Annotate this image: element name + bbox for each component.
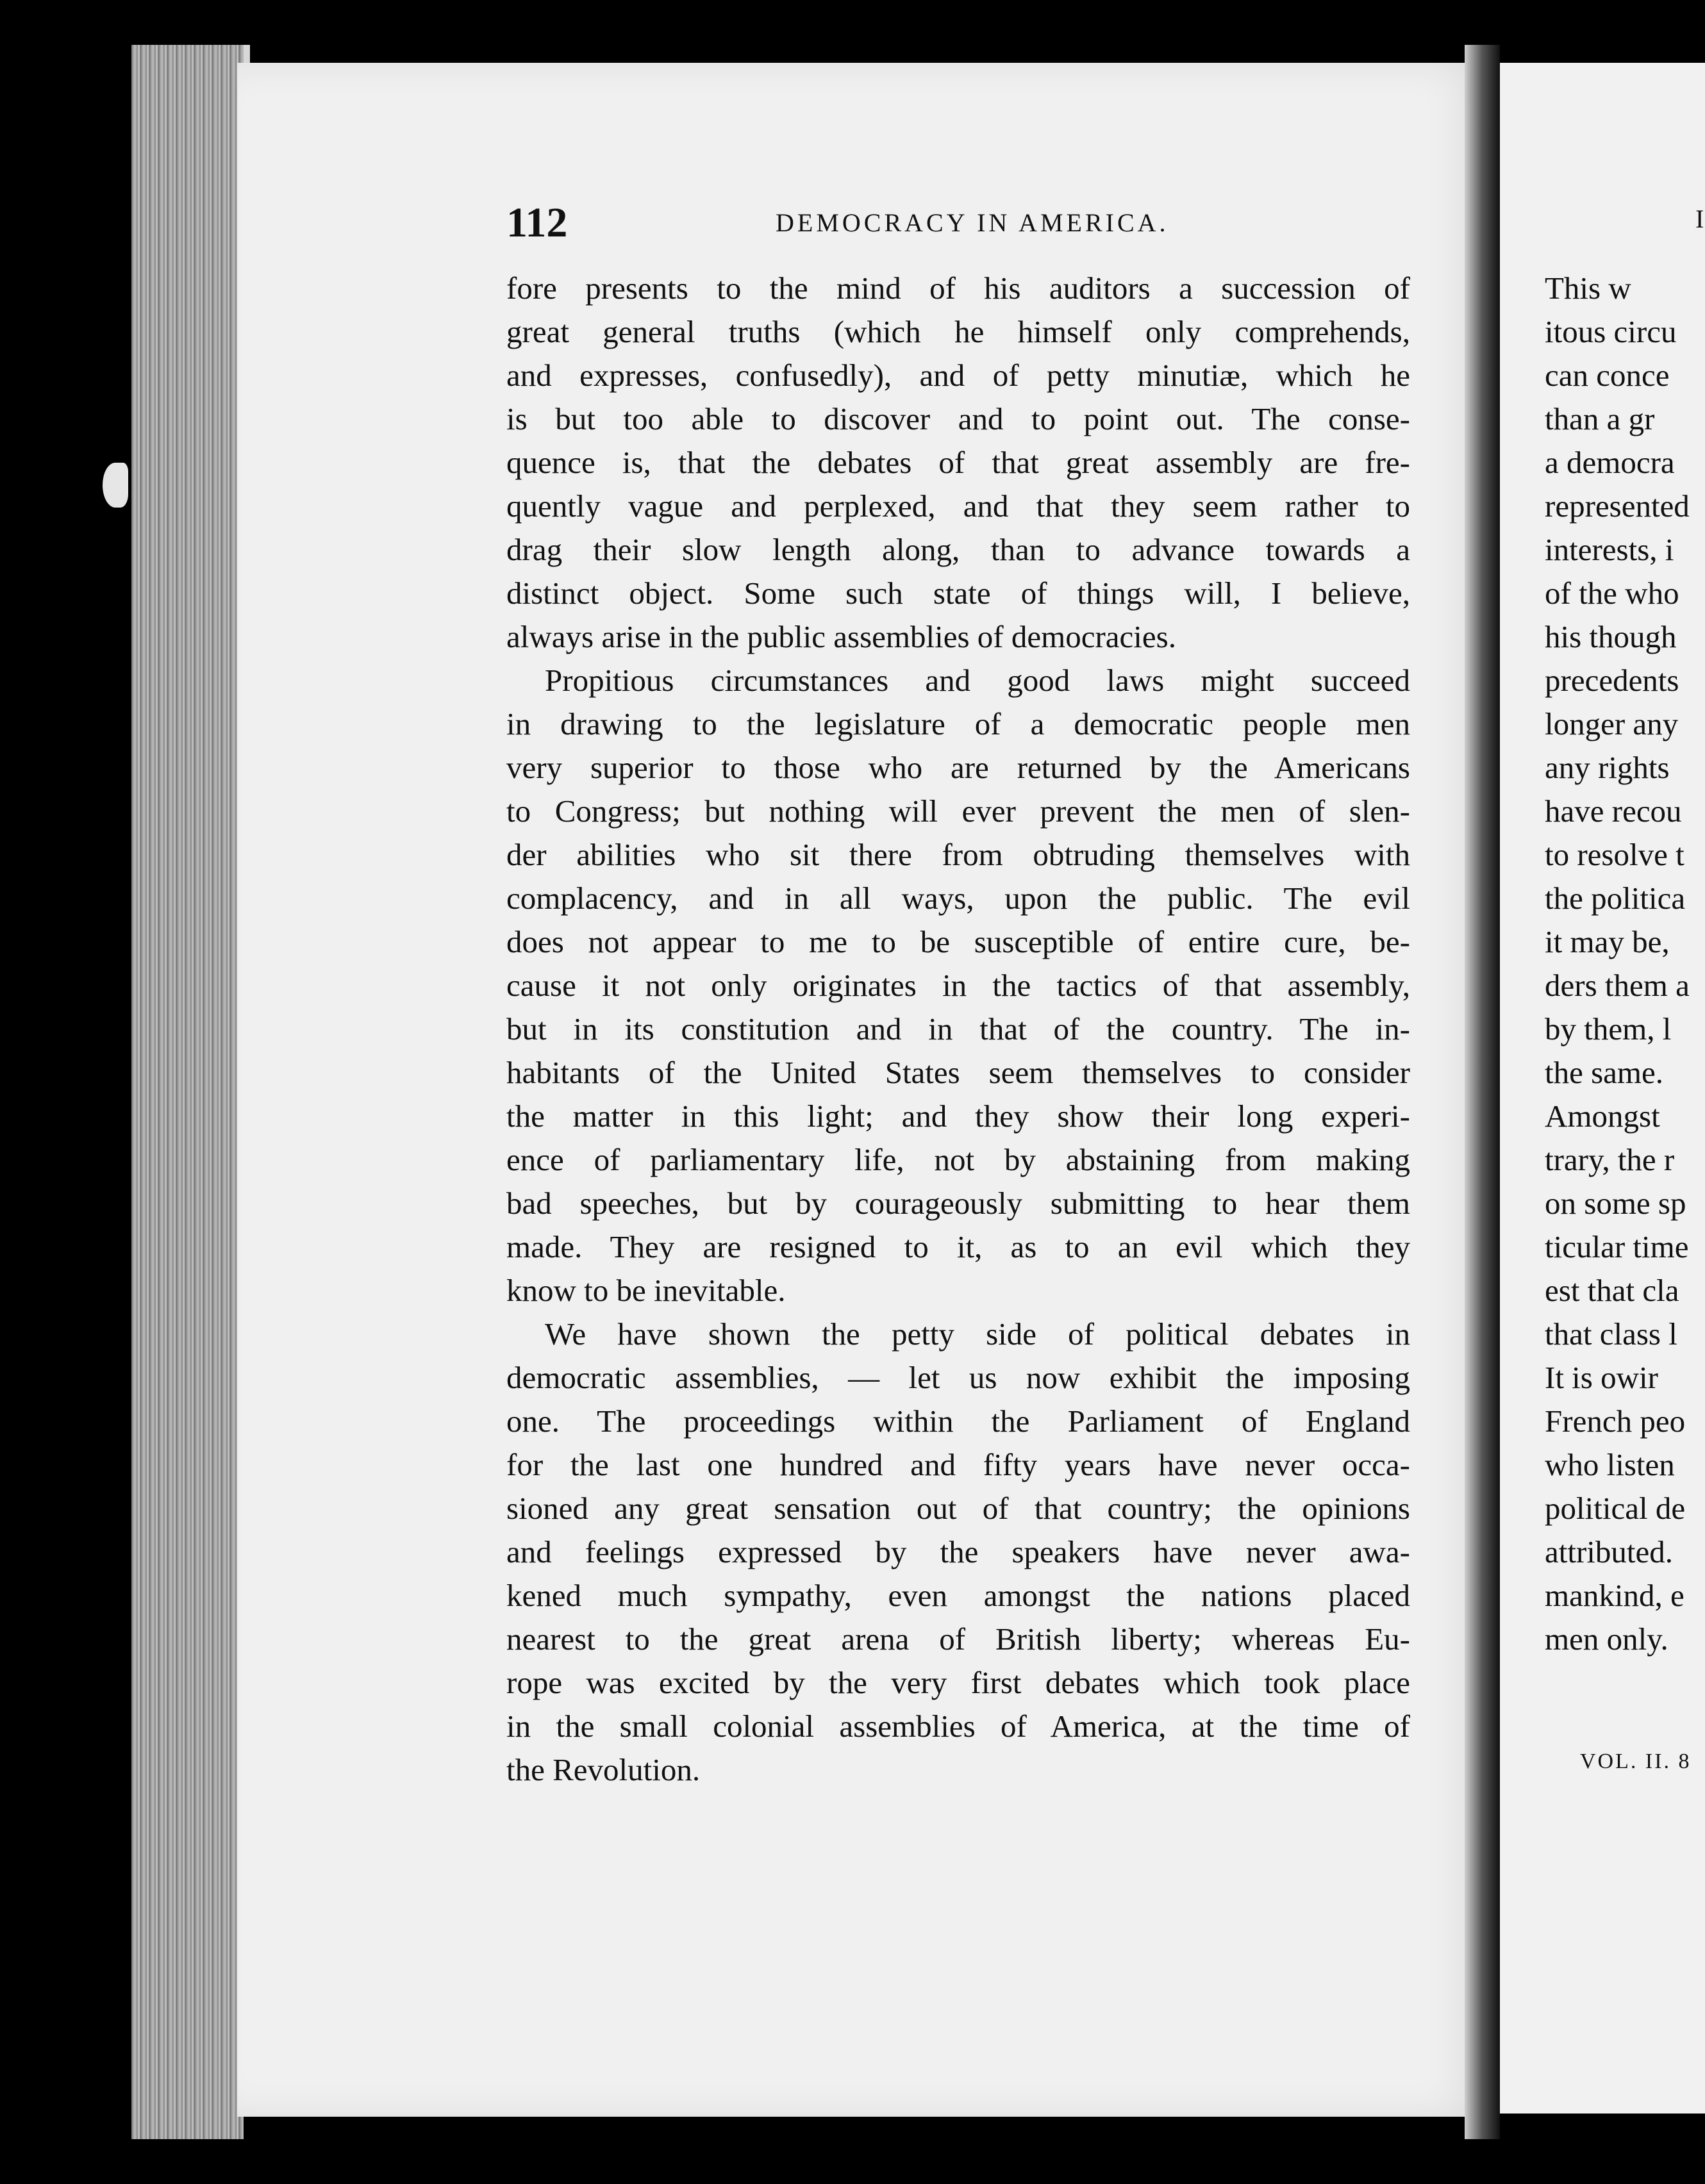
text-line: rope was excited by the very first debates which took place <box>506 1665 1410 1700</box>
text-line: mankind, e <box>1545 1578 1684 1613</box>
text-line: it may be, <box>1545 924 1670 959</box>
text-line: can conce <box>1545 358 1670 393</box>
signature-mark: VOL. II. 8 <box>1580 1750 1692 1773</box>
book-gutter <box>1465 45 1500 2139</box>
left-page-body <box>506 267 1410 1792</box>
text-line: the matter in this light; and they show their long experi- <box>506 1098 1410 1134</box>
text-line: precedents <box>1545 663 1679 698</box>
text-line: ders them a <box>1545 968 1690 1003</box>
text-line: a democra <box>1545 445 1675 480</box>
text-line: distinct object. Some such state of things will, I believe, <box>506 575 1410 611</box>
right-running-head-fragment: I <box>1695 204 1704 233</box>
text-line: cause it not only originates in the tactics of that assembly, <box>506 968 1410 1003</box>
text-line: sioned any great sensation out of that country; the opinions <box>506 1491 1410 1526</box>
text-line: very superior to those who are returned by the Americans <box>506 750 1410 785</box>
text-line: est that cla <box>1545 1273 1679 1308</box>
text-line: der abilities who sit there from obtruding themselves with <box>506 837 1410 872</box>
text-line: longer any <box>1545 706 1679 741</box>
text-line: that class l <box>1545 1316 1677 1352</box>
text-line: than a gr <box>1545 401 1655 436</box>
text-line: one. The proceedings within the Parliament of England <box>506 1403 1410 1439</box>
text-line: trary, the r <box>1545 1142 1675 1177</box>
text-line: the politica <box>1545 881 1686 916</box>
text-line: is but too able to discover and to point out. The conse- <box>506 401 1410 436</box>
text-line: made. They are resigned to it, as to an evil which they <box>506 1229 1410 1264</box>
text-line: who listen <box>1545 1447 1675 1482</box>
text-line: any rights <box>1545 750 1670 785</box>
text-line: quently vague and perplexed, and that they seem rather to <box>506 488 1410 524</box>
text-line: and feelings expressed by the speakers have never awa- <box>506 1534 1410 1569</box>
text-line: ence of parliamentary life, not by abstaining from making <box>506 1142 1410 1177</box>
text-line: drag their slow length along, than to advance towards a <box>506 532 1410 567</box>
text-line: on some sp <box>1545 1186 1686 1221</box>
text-line: always arise in the public assemblies of democracies. <box>506 619 1176 654</box>
running-title: DEMOCRACY IN AMERICA. <box>776 208 1169 237</box>
text-line: the same. <box>1545 1055 1664 1090</box>
text-line: French peo <box>1545 1403 1686 1439</box>
text-line: attributed. <box>1545 1534 1674 1569</box>
text-line: in the small colonial assemblies of America, at the time of <box>506 1708 1410 1744</box>
paragraph <box>506 659 1410 1312</box>
text-line: for the last one hundred and fifty years have never occa- <box>506 1447 1410 1482</box>
page-number: 112 <box>506 199 568 246</box>
text-line: nearest to the great arena of British liberty; whereas Eu- <box>506 1621 1410 1657</box>
text-line: fore presents to the mind of his auditors a succession of <box>506 270 1410 306</box>
paragraph <box>506 267 1410 659</box>
text-line: itous circu <box>1545 314 1677 349</box>
text-line: Propitious circumstances and good laws might succeed <box>545 663 1410 698</box>
text-line: does not appear to me to be susceptible of entire cure, be- <box>506 924 1410 959</box>
text-line: It is owir <box>1545 1360 1658 1395</box>
text-line: represented <box>1545 488 1690 524</box>
text-line: democratic assemblies, — let us now exhibit the imposing <box>506 1360 1410 1395</box>
book-fore-edge <box>131 45 244 2139</box>
text-line: to resolve t <box>1545 837 1684 872</box>
text-line: We have shown the petty side of political debates in <box>545 1316 1410 1352</box>
text-line: political de <box>1545 1491 1686 1526</box>
paper-tab-mark <box>103 463 128 508</box>
text-line: men only. <box>1545 1621 1668 1657</box>
text-line: in drawing to the legislature of a democratic people men <box>506 706 1410 741</box>
text-line: complacency, and in all ways, upon the public. The evil <box>506 881 1410 916</box>
text-line: bad speeches, but by courageously submitting to hear them <box>506 1186 1410 1221</box>
paragraph <box>506 1312 1410 1792</box>
text-line: kened much sympathy, even amongst the nations placed <box>506 1578 1410 1613</box>
text-line: quence is, that the debates of that great assembly are fre- <box>506 445 1410 480</box>
text-line: the Revolution. <box>506 1752 701 1787</box>
text-line: of the who <box>1545 575 1679 611</box>
text-line: This w <box>1545 270 1631 306</box>
text-line: interests, i <box>1545 532 1674 567</box>
right-page-body <box>1545 267 1705 1661</box>
text-line: know to be inevitable. <box>506 1273 786 1308</box>
text-line: great general truths (which he himself only comprehends, <box>506 314 1410 349</box>
text-line: Amongst <box>1545 1098 1660 1134</box>
text-line: have recou <box>1545 793 1682 829</box>
text-line: his though <box>1545 619 1677 654</box>
text-line: habitants of the United States seem themselves to consider <box>506 1055 1410 1090</box>
text-line: but in its constitution and in that of the country. The in- <box>506 1011 1410 1046</box>
text-line: to Congress; but nothing will ever prevent the men of slen- <box>506 793 1410 829</box>
text-line: ticular time <box>1545 1229 1689 1264</box>
text-line: by them, l <box>1545 1011 1672 1046</box>
text-line: and expresses, confusedly), and of petty minutiæ, which he <box>506 358 1410 393</box>
